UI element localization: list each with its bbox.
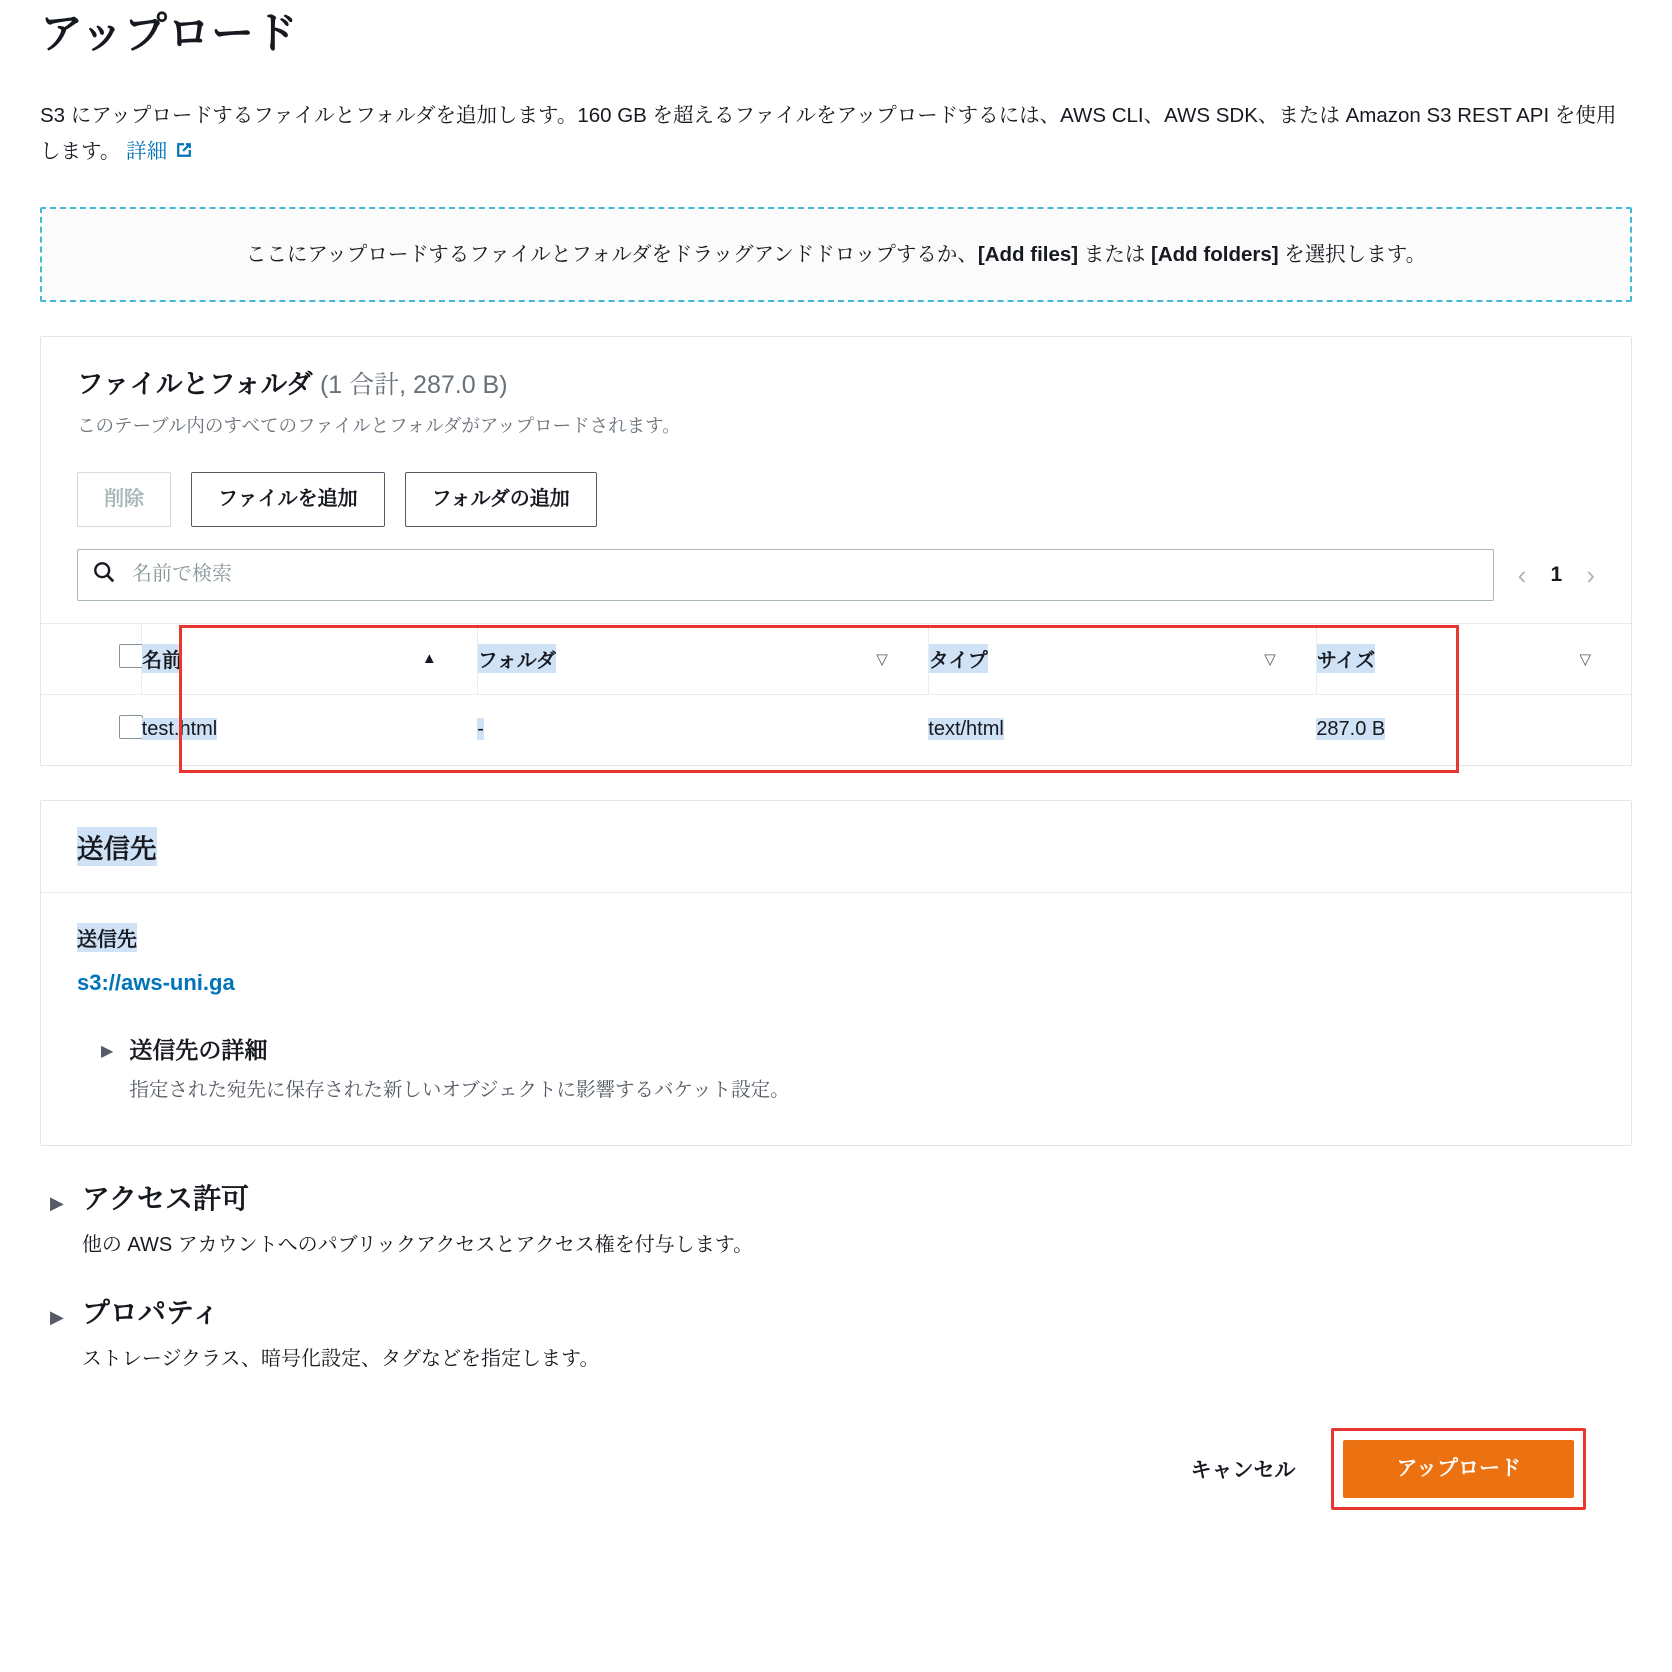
destination-details-title: 送信先の詳細 <box>129 1036 268 1063</box>
chevron-right-icon-destination[interactable]: ▶ <box>101 1042 114 1060</box>
column-header-folder[interactable] <box>477 624 928 695</box>
column-header-size-label: サイズ <box>1317 644 1375 673</box>
dropzone-add-folders-label: [Add folders] <box>1151 242 1279 266</box>
column-header-folder-label: フォルダ <box>478 644 556 673</box>
files-card-count: (1 合計, 287.0 B) <box>319 371 508 400</box>
row-select-cell <box>41 694 142 765</box>
sort-descending-icon-size[interactable]: ▽ <box>1579 650 1591 668</box>
add-folders-button[interactable]: フォルダの追加 <box>405 472 597 527</box>
search-icon <box>92 560 116 589</box>
chevron-right-icon-permissions[interactable]: ▶ <box>50 1193 64 1214</box>
cancel-button[interactable]: キャンセル <box>1180 1440 1305 1498</box>
section-properties-sub: ストレージクラス、暗号化設定、タグなどを指定します。 <box>81 1347 600 1370</box>
files-table-wrapper <box>41 623 1631 765</box>
destination-header <box>41 801 1631 893</box>
files-card-title-text: ファイルとフォルダ <box>77 369 313 400</box>
row-checkbox[interactable] <box>119 715 143 739</box>
destination-header-title: 送信先 <box>77 827 157 866</box>
dropzone-text-before: ここにアップロードするファイルとフォルダをドラッグアンドドロップするか、 <box>245 242 978 266</box>
page-description-text: S3 にアップロードするファイルとフォルダを追加します。160 GB を超えるファイルをアップロードするには、AWS CLI、AWS SDK、または Amazon S3 REST API を使用します。 <box>40 103 1617 163</box>
files-toolbar <box>41 448 1631 527</box>
files-card-subtitle: このテーブル内のすべてのファイルとフォルダがアップロードされます。 <box>77 414 681 436</box>
row-folder-cell <box>477 694 928 765</box>
remove-button[interactable]: 削除 <box>77 472 171 527</box>
upload-button[interactable]: アップロード <box>1343 1440 1574 1498</box>
section-properties-title: プロパティ <box>81 1296 220 1328</box>
file-dropzone[interactable] <box>40 207 1632 303</box>
page-description <box>40 98 1632 173</box>
section-permissions[interactable] <box>50 1180 1632 1260</box>
column-header-size[interactable] <box>1316 624 1631 695</box>
destination-value[interactable]: s3://aws-uni.ga <box>77 969 235 995</box>
add-files-button[interactable]: ファイルを追加 <box>191 472 385 527</box>
pagination-page-number[interactable]: 1 <box>1550 562 1563 586</box>
learn-more-link[interactable]: 詳細 <box>126 139 168 163</box>
sort-descending-icon-folder[interactable]: ▽ <box>876 650 888 668</box>
pagination-next-icon[interactable]: › <box>1586 559 1595 590</box>
destination-details-expander[interactable] <box>77 1034 1595 1105</box>
upload-button-highlight <box>1331 1428 1586 1510</box>
row-name-cell <box>142 694 478 765</box>
select-all-header <box>41 624 142 695</box>
table-header-row <box>41 624 1631 695</box>
destination-card <box>40 800 1632 1146</box>
table-row[interactable] <box>41 694 1631 765</box>
dropzone-add-files-label: [Add files] <box>977 242 1079 266</box>
column-header-type[interactable] <box>928 624 1316 695</box>
section-permissions-sub: 他の AWS アカウントへのパブリックアクセスとアクセス権を付与します。 <box>81 1233 754 1256</box>
column-header-name[interactable] <box>142 624 478 695</box>
files-table <box>41 624 1631 765</box>
row-folder-value: - <box>477 718 484 741</box>
row-name-value: test.html <box>141 718 218 741</box>
destination-details-subtitle: 指定された宛先に保存された新しいオブジェクトに影響するバケット設定。 <box>129 1078 790 1101</box>
destination-label: 送信先 <box>77 923 137 952</box>
search-input[interactable] <box>130 562 1479 587</box>
pagination-prev-icon[interactable]: ‹ <box>1517 559 1527 590</box>
page-footer <box>40 1408 1632 1540</box>
destination-body <box>41 893 1631 1145</box>
sort-descending-icon-type[interactable]: ▽ <box>1264 650 1276 668</box>
external-link-icon <box>173 137 195 173</box>
row-type-value: text/html <box>928 718 1004 741</box>
search-box[interactable] <box>77 549 1494 601</box>
column-header-type-label: タイプ <box>929 644 988 673</box>
row-size-value: 287.0 B <box>1316 718 1386 741</box>
sort-ascending-icon[interactable]: ▲ <box>421 650 437 668</box>
row-size-cell <box>1316 694 1631 765</box>
search-row <box>41 527 1631 623</box>
page-title: アップロード <box>40 10 298 58</box>
chevron-right-icon-properties[interactable]: ▶ <box>50 1306 64 1327</box>
section-permissions-title: アクセス許可 <box>81 1183 250 1215</box>
files-card-header <box>41 337 1631 447</box>
files-card-title <box>77 367 1595 402</box>
row-type-cell <box>928 694 1316 765</box>
column-header-name-label: 名前 <box>142 644 182 673</box>
select-all-checkbox[interactable] <box>119 644 143 668</box>
pagination <box>1512 559 1595 590</box>
dropzone-text-middle: または <box>1078 242 1152 266</box>
files-and-folders-card <box>40 336 1632 765</box>
dropzone-text-after: を選択します。 <box>1278 242 1427 266</box>
section-properties[interactable] <box>50 1294 1632 1374</box>
upload-page <box>0 8 1672 1540</box>
